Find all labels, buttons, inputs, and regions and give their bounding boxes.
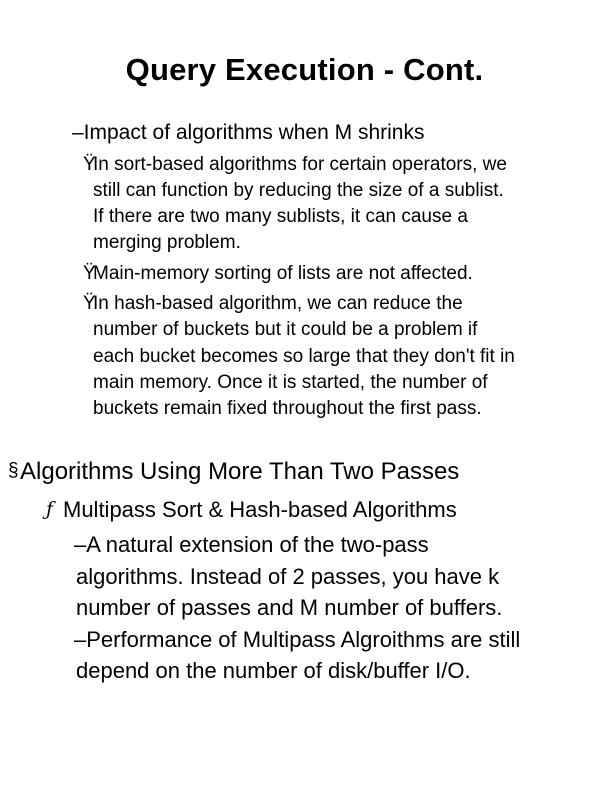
point-text-line: –A natural extension of the two-pass <box>74 532 429 557</box>
bullet-text-line: buckets remain fixed throughout the first pass. <box>93 398 482 419</box>
point-text-line: –Performance of Multipass Algroithms are still <box>74 627 521 652</box>
section-multipass-heading: Algorithms Using More Than Two Passes <box>20 458 460 485</box>
point-text-line: algorithms. Instead of 2 passes, you have k <box>76 564 500 589</box>
bullet-text-line: number of buckets but it could be a problem if <box>93 319 478 340</box>
point-text-line: number of passes and M number of buffers. <box>76 595 503 620</box>
bullet-text-line: Main-memory sorting of lists are not affected. <box>93 263 473 284</box>
subsection-marker: ƒ <box>46 498 54 520</box>
bullet-text-line: main memory. Once it is started, the number of <box>93 372 488 393</box>
bullet-text-line: In sort-based algorithms for certain operators, we <box>93 154 507 175</box>
bullet-text-line: still can function by reducing the size of a sublist. <box>93 180 504 201</box>
point-text-line: depend on the number of disk/buffer I/O. <box>76 658 471 683</box>
bullet-marker: Ÿ <box>83 293 96 314</box>
section-marker: § <box>8 460 19 481</box>
bullet-text-line: merging problem. <box>93 232 241 253</box>
slide-title: Query Execution - Cont. <box>125 52 484 87</box>
subsection-heading: Multipass Sort & Hash-based Algorithms <box>63 497 457 522</box>
bullet-text-line: If there are two many sublists, it can cause a <box>93 206 468 227</box>
section-impact-heading: –Impact of algorithms when M shrinks <box>72 121 425 144</box>
bullet-text-line: each bucket becomes so large that they don't fit in <box>93 346 515 367</box>
bullet-marker: Ÿ <box>83 263 96 284</box>
bullet-marker: Ÿ <box>83 154 96 175</box>
bullet-text-line: In hash-based algorithm, we can reduce the <box>93 293 463 314</box>
